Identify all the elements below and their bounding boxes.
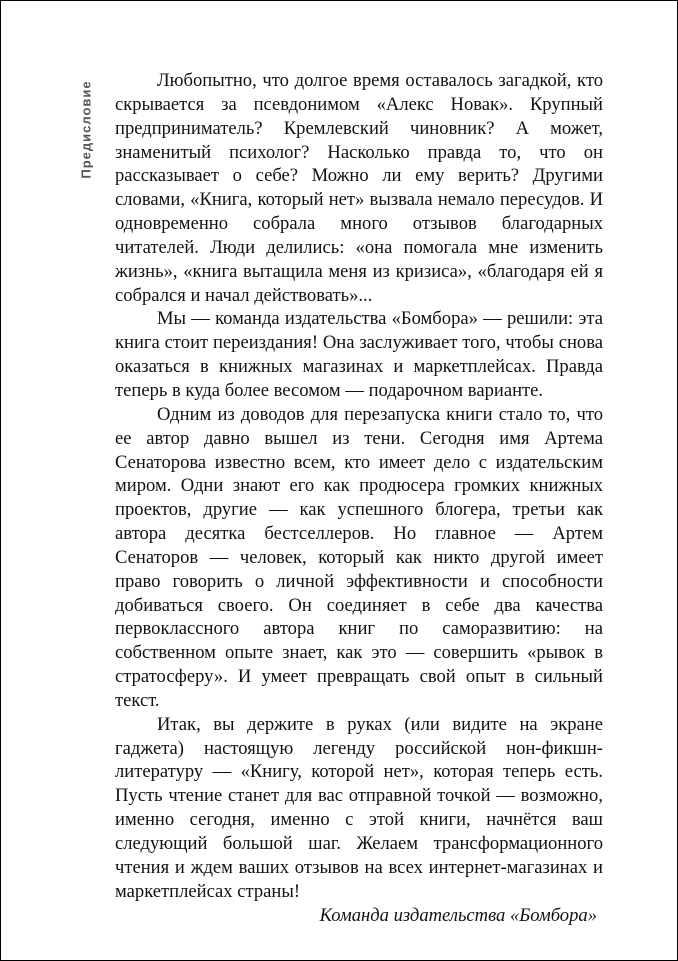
paragraph-2: Мы — команда издательства «Бомбора» — решили: эта книга стоит переиздания! Она заслуживает того, чтобы снова оказаться в книжных магазинах и маркетплейсах. Правда теперь в куда более весомом — подарочном варианте. bbox=[115, 308, 603, 401]
paragraph-3: Одним из доводов для перезапуска книги стало то, что ее автор давно вышел из тени. Сегодня имя Артема Сенаторова известно всем, кто имеет дело с издательским миром. Одни знают его как продюсера громких книжных проектов, другие — как успешного блогера, третьи как автора десятка бестселлеров. Но главное — Артем Сенаторов — человек, который как никто другой имеет право говорить о личной эффективности и способности добиваться своего. Он соединяет в себе два качества первоклассного автора книг по саморазвитию: на собственном опыте знает, как это — совершить «рывок в стратосферу». И умеет превращать свой опыт в сильный текст. bbox=[115, 403, 603, 711]
section-title: Предисловие bbox=[78, 79, 94, 179]
signature: Команда издательства «Бомбора» bbox=[319, 904, 597, 926]
preface-text bbox=[115, 69, 603, 927]
running-head bbox=[70, 69, 102, 189]
paragraph-4: Итак, вы держите в руках (или видите на экране гаджета) настоящую легенду российской нон-фикшн-литературу — «Книгу, которой нет», которая теперь есть. Пусть чтение станет для вас отправной точкой — возможно, именно сегодня, именно с этой книги, начнётся ваш следующий большой шаг. Желаем трансформационного чтения и ждем ваших отзывов на всех интернет-магазинах и маркетплейсах страны! bbox=[115, 713, 603, 902]
paragraph-1: Любопытно, что долгое время оставалось загадкой, кто скрывается за псевдонимом «Алекс Новак». Крупный предприниматель? Кремлевский чиновник? А может, знаменитый психолог? Насколько правда то, что он рассказывает о себе? Можно ли ему верить? Другими словами, «Книга, который нет» вызвала немало пересудов. И одновременно собрала много отзывов благодарных читателей. Люди делились: «она помогала мне изменить жизнь», «книга вытащила меня из кризиса», «благодаря ей я собрался и начал действовать»... bbox=[115, 70, 603, 306]
